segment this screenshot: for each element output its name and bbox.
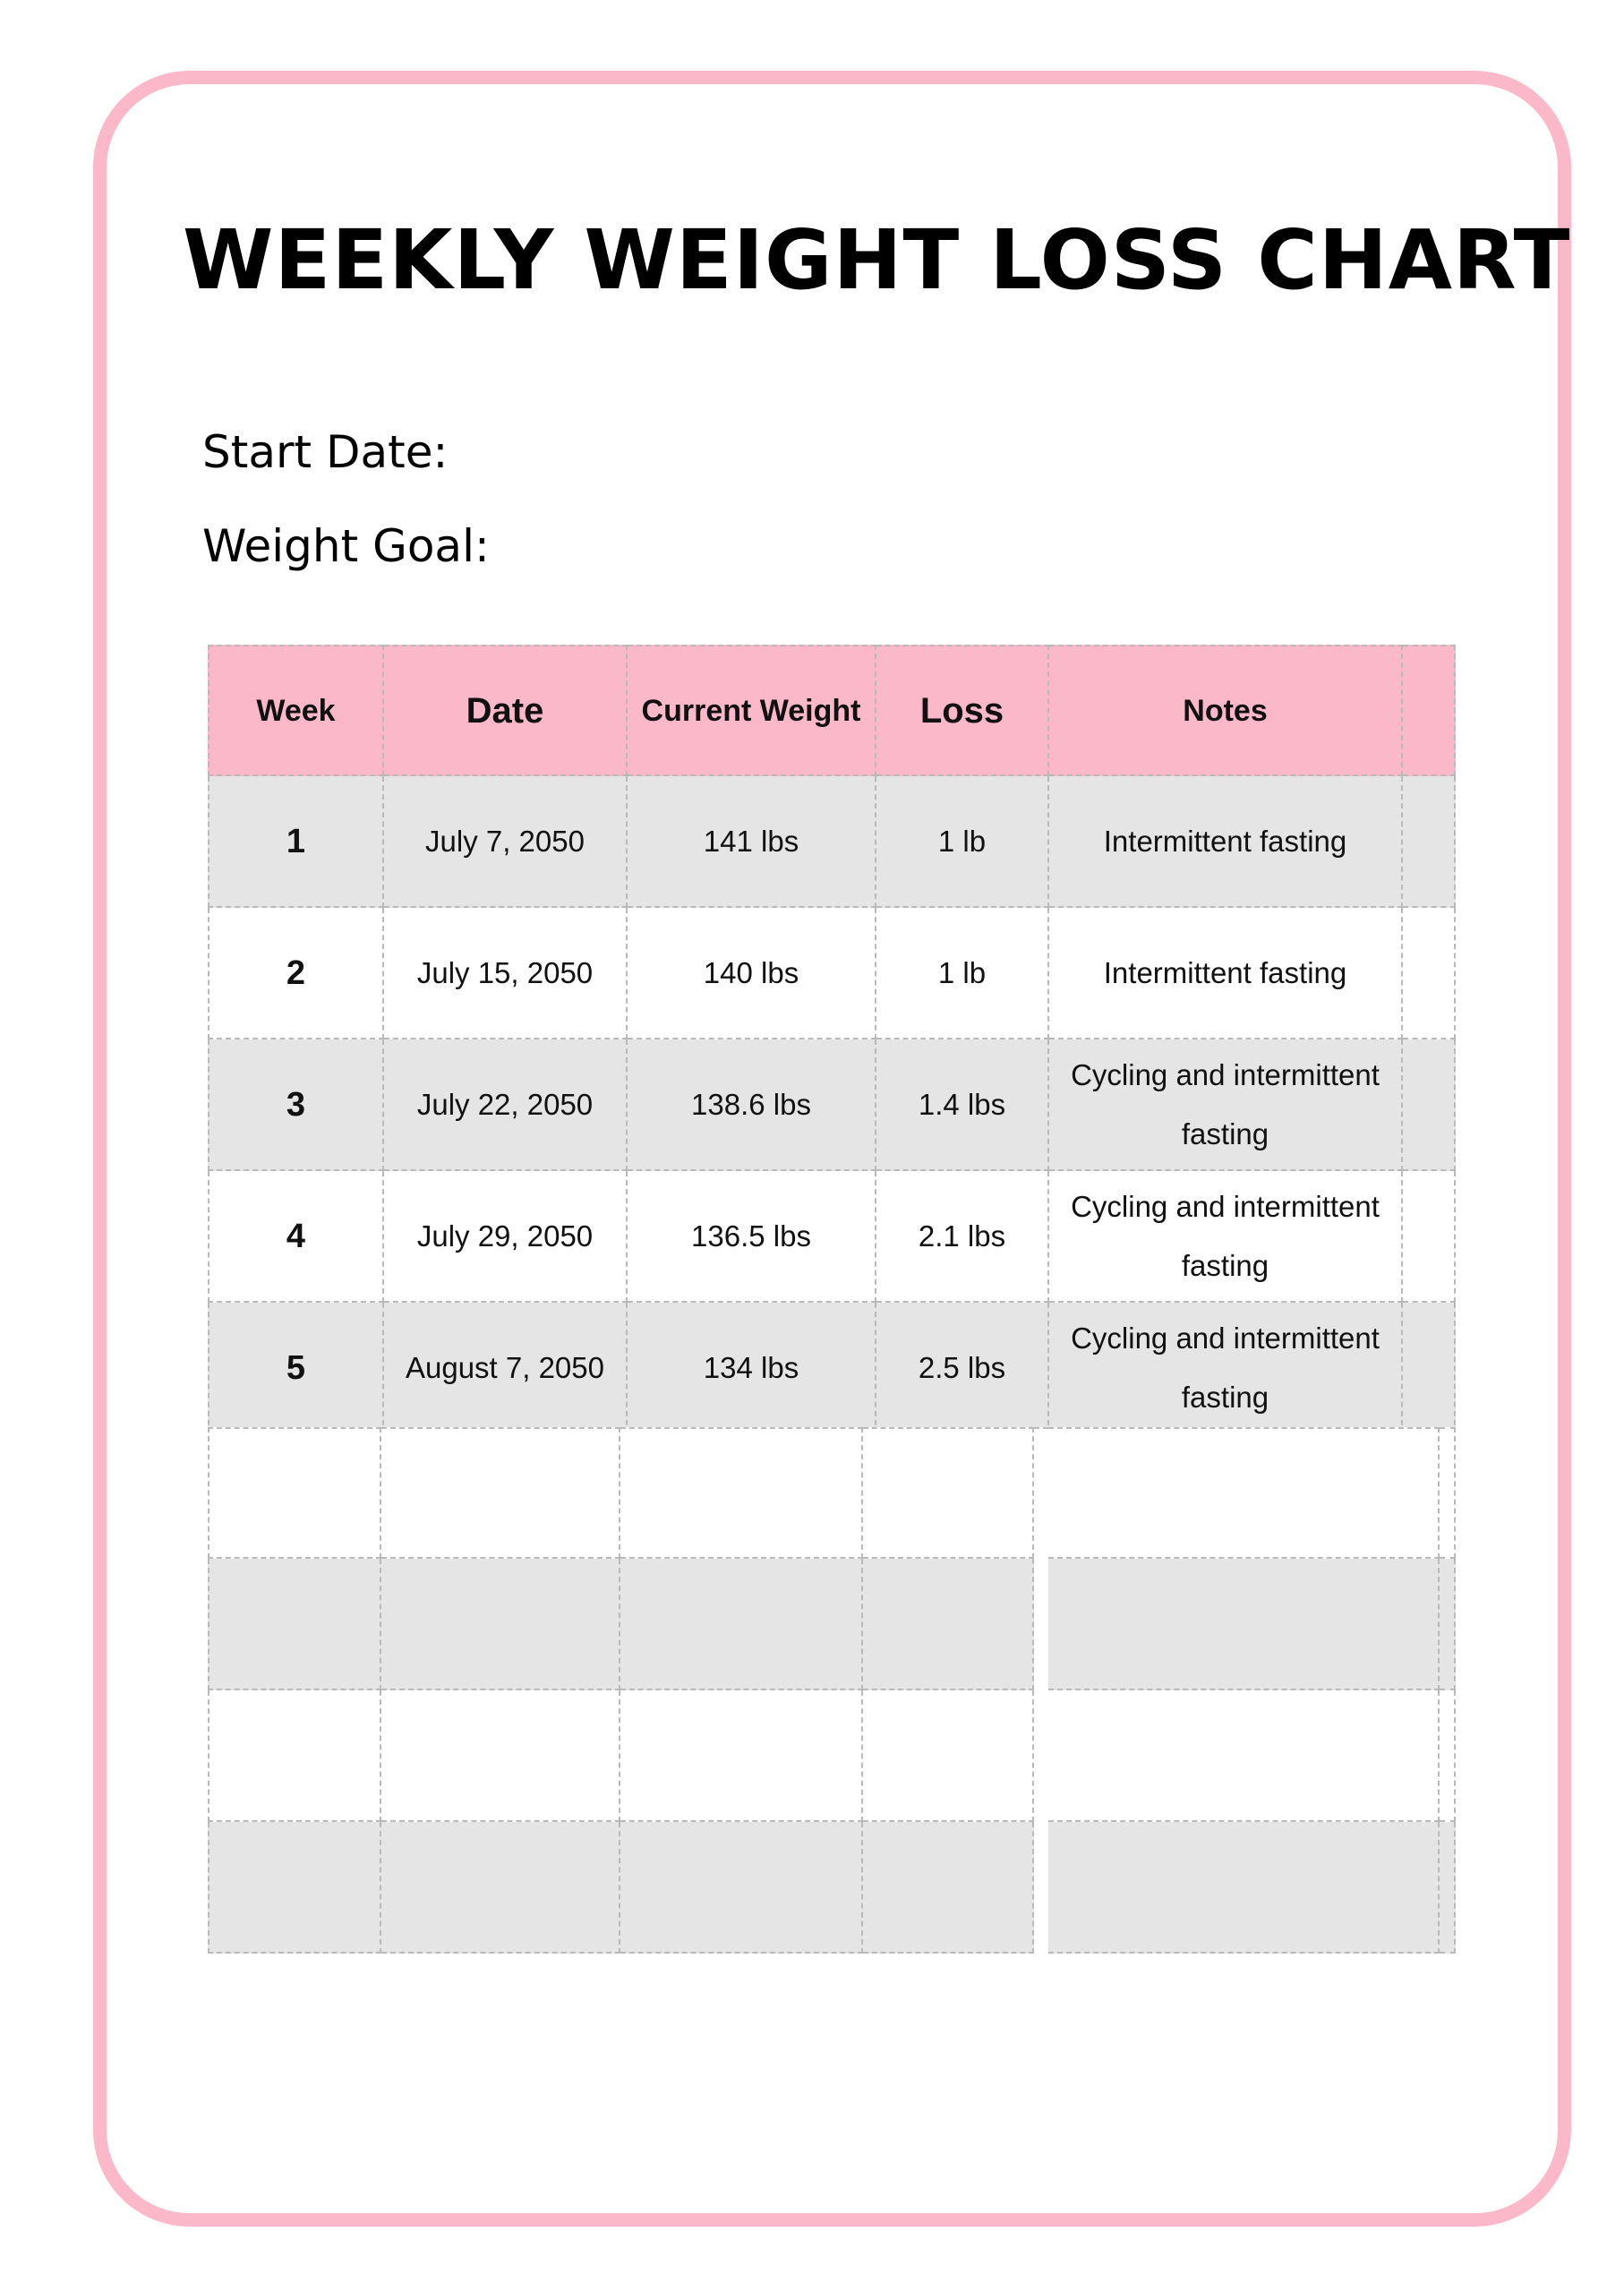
cell-notes[interactable] xyxy=(1049,908,1403,1039)
empty-cell-current-weight[interactable] xyxy=(620,1427,863,1559)
cell-extra[interactable] xyxy=(1403,1303,1456,1434)
cell-extra[interactable] xyxy=(1403,1039,1456,1171)
empty-cell-current-weight[interactable] xyxy=(620,1690,863,1822)
cell-week[interactable]: 3 xyxy=(208,1039,384,1171)
column-gap xyxy=(1034,1559,1048,1690)
empty-table-row xyxy=(208,1690,1456,1822)
table-header-row xyxy=(208,645,1456,776)
cell-date[interactable]: July 7, 2050 xyxy=(384,776,628,908)
header-notes: Notes xyxy=(1049,645,1403,776)
weight-log-table xyxy=(208,645,1456,1434)
empty-table-row xyxy=(208,1427,1456,1559)
empty-cell-loss[interactable] xyxy=(863,1822,1034,1954)
table-row xyxy=(208,1171,1456,1303)
cell-loss[interactable]: 2.5 lbs xyxy=(876,1303,1049,1434)
empty-cell-week[interactable] xyxy=(208,1822,381,1954)
table-row xyxy=(208,776,1456,908)
cell-notes[interactable] xyxy=(1049,1039,1403,1171)
empty-cell-extra[interactable] xyxy=(1440,1559,1456,1690)
empty-cell-extra[interactable] xyxy=(1440,1690,1456,1822)
cell-current-weight[interactable]: 140 lbs xyxy=(628,908,876,1039)
cell-date[interactable]: July 15, 2050 xyxy=(384,908,628,1039)
empty-cell-date[interactable] xyxy=(381,1427,620,1559)
cell-current-weight[interactable]: 134 lbs xyxy=(628,1303,876,1434)
cell-week[interactable]: 2 xyxy=(208,908,384,1039)
empty-cell-date[interactable] xyxy=(381,1822,620,1954)
cell-extra[interactable] xyxy=(1403,1171,1456,1303)
header-loss: Loss xyxy=(876,645,1049,776)
empty-cell-week[interactable] xyxy=(208,1690,381,1822)
cell-loss[interactable]: 1 lb xyxy=(876,776,1049,908)
weight-goal-field[interactable]: Weight Goal: xyxy=(202,520,490,572)
empty-cell-week[interactable] xyxy=(208,1427,381,1559)
empty-cell-current-weight[interactable] xyxy=(620,1822,863,1954)
page-title: WEEKLY WEIGHT LOSS CHART xyxy=(183,212,1571,308)
empty-cell-week[interactable] xyxy=(208,1559,381,1690)
start-date-field[interactable]: Start Date: xyxy=(202,426,449,478)
cell-notes[interactable] xyxy=(1049,1303,1403,1434)
empty-cell-date[interactable] xyxy=(381,1559,620,1690)
header-current-weight: Current Weight xyxy=(628,645,876,776)
empty-cell-extra[interactable] xyxy=(1440,1822,1456,1954)
cell-date[interactable]: July 22, 2050 xyxy=(384,1039,628,1171)
cell-loss[interactable]: 1 lb xyxy=(876,908,1049,1039)
table-row xyxy=(208,908,1456,1039)
cell-extra[interactable] xyxy=(1403,908,1456,1039)
empty-cell-extra[interactable] xyxy=(1440,1427,1456,1559)
header-week: Week xyxy=(208,645,384,776)
table-row xyxy=(208,1303,1456,1434)
notes-text: Intermittent fasting xyxy=(1103,824,1347,858)
cell-loss[interactable]: 2.1 lbs xyxy=(876,1171,1049,1303)
empty-cell-notes[interactable] xyxy=(1048,1427,1440,1559)
column-gap xyxy=(1034,1690,1048,1822)
empty-cell-current-weight[interactable] xyxy=(620,1559,863,1690)
empty-cell-loss[interactable] xyxy=(863,1690,1034,1822)
cell-current-weight[interactable]: 136.5 lbs xyxy=(628,1171,876,1303)
notes-text: Cycling and intermittent fasting xyxy=(1071,1189,1380,1282)
empty-log-table xyxy=(208,1427,1456,1954)
table-row xyxy=(208,1039,1456,1171)
header-extra xyxy=(1403,645,1456,776)
cell-date[interactable]: August 7, 2050 xyxy=(384,1303,628,1434)
cell-current-weight[interactable]: 138.6 lbs xyxy=(628,1039,876,1171)
cell-notes[interactable] xyxy=(1049,776,1403,908)
cell-week[interactable]: 1 xyxy=(208,776,384,908)
empty-cell-loss[interactable] xyxy=(863,1427,1034,1559)
cell-current-weight[interactable]: 141 lbs xyxy=(628,776,876,908)
empty-table-row xyxy=(208,1822,1456,1954)
cell-loss[interactable]: 1.4 lbs xyxy=(876,1039,1049,1171)
column-gap xyxy=(1034,1822,1048,1954)
column-gap xyxy=(1034,1427,1048,1559)
empty-cell-notes[interactable] xyxy=(1048,1690,1440,1822)
notes-text: Intermittent fasting xyxy=(1103,955,1347,989)
empty-cell-date[interactable] xyxy=(381,1690,620,1822)
empty-cell-notes[interactable] xyxy=(1048,1559,1440,1690)
cell-extra[interactable] xyxy=(1403,776,1456,908)
cell-week[interactable]: 5 xyxy=(208,1303,384,1434)
header-date: Date xyxy=(384,645,628,776)
notes-text: Cycling and intermittent fasting xyxy=(1071,1321,1380,1414)
empty-cell-loss[interactable] xyxy=(863,1559,1034,1690)
notes-text: Cycling and intermittent fasting xyxy=(1071,1057,1380,1150)
empty-table-row xyxy=(208,1559,1456,1690)
cell-notes[interactable] xyxy=(1049,1171,1403,1303)
cell-date[interactable]: July 29, 2050 xyxy=(384,1171,628,1303)
cell-week[interactable]: 4 xyxy=(208,1171,384,1303)
empty-cell-notes[interactable] xyxy=(1048,1822,1440,1954)
